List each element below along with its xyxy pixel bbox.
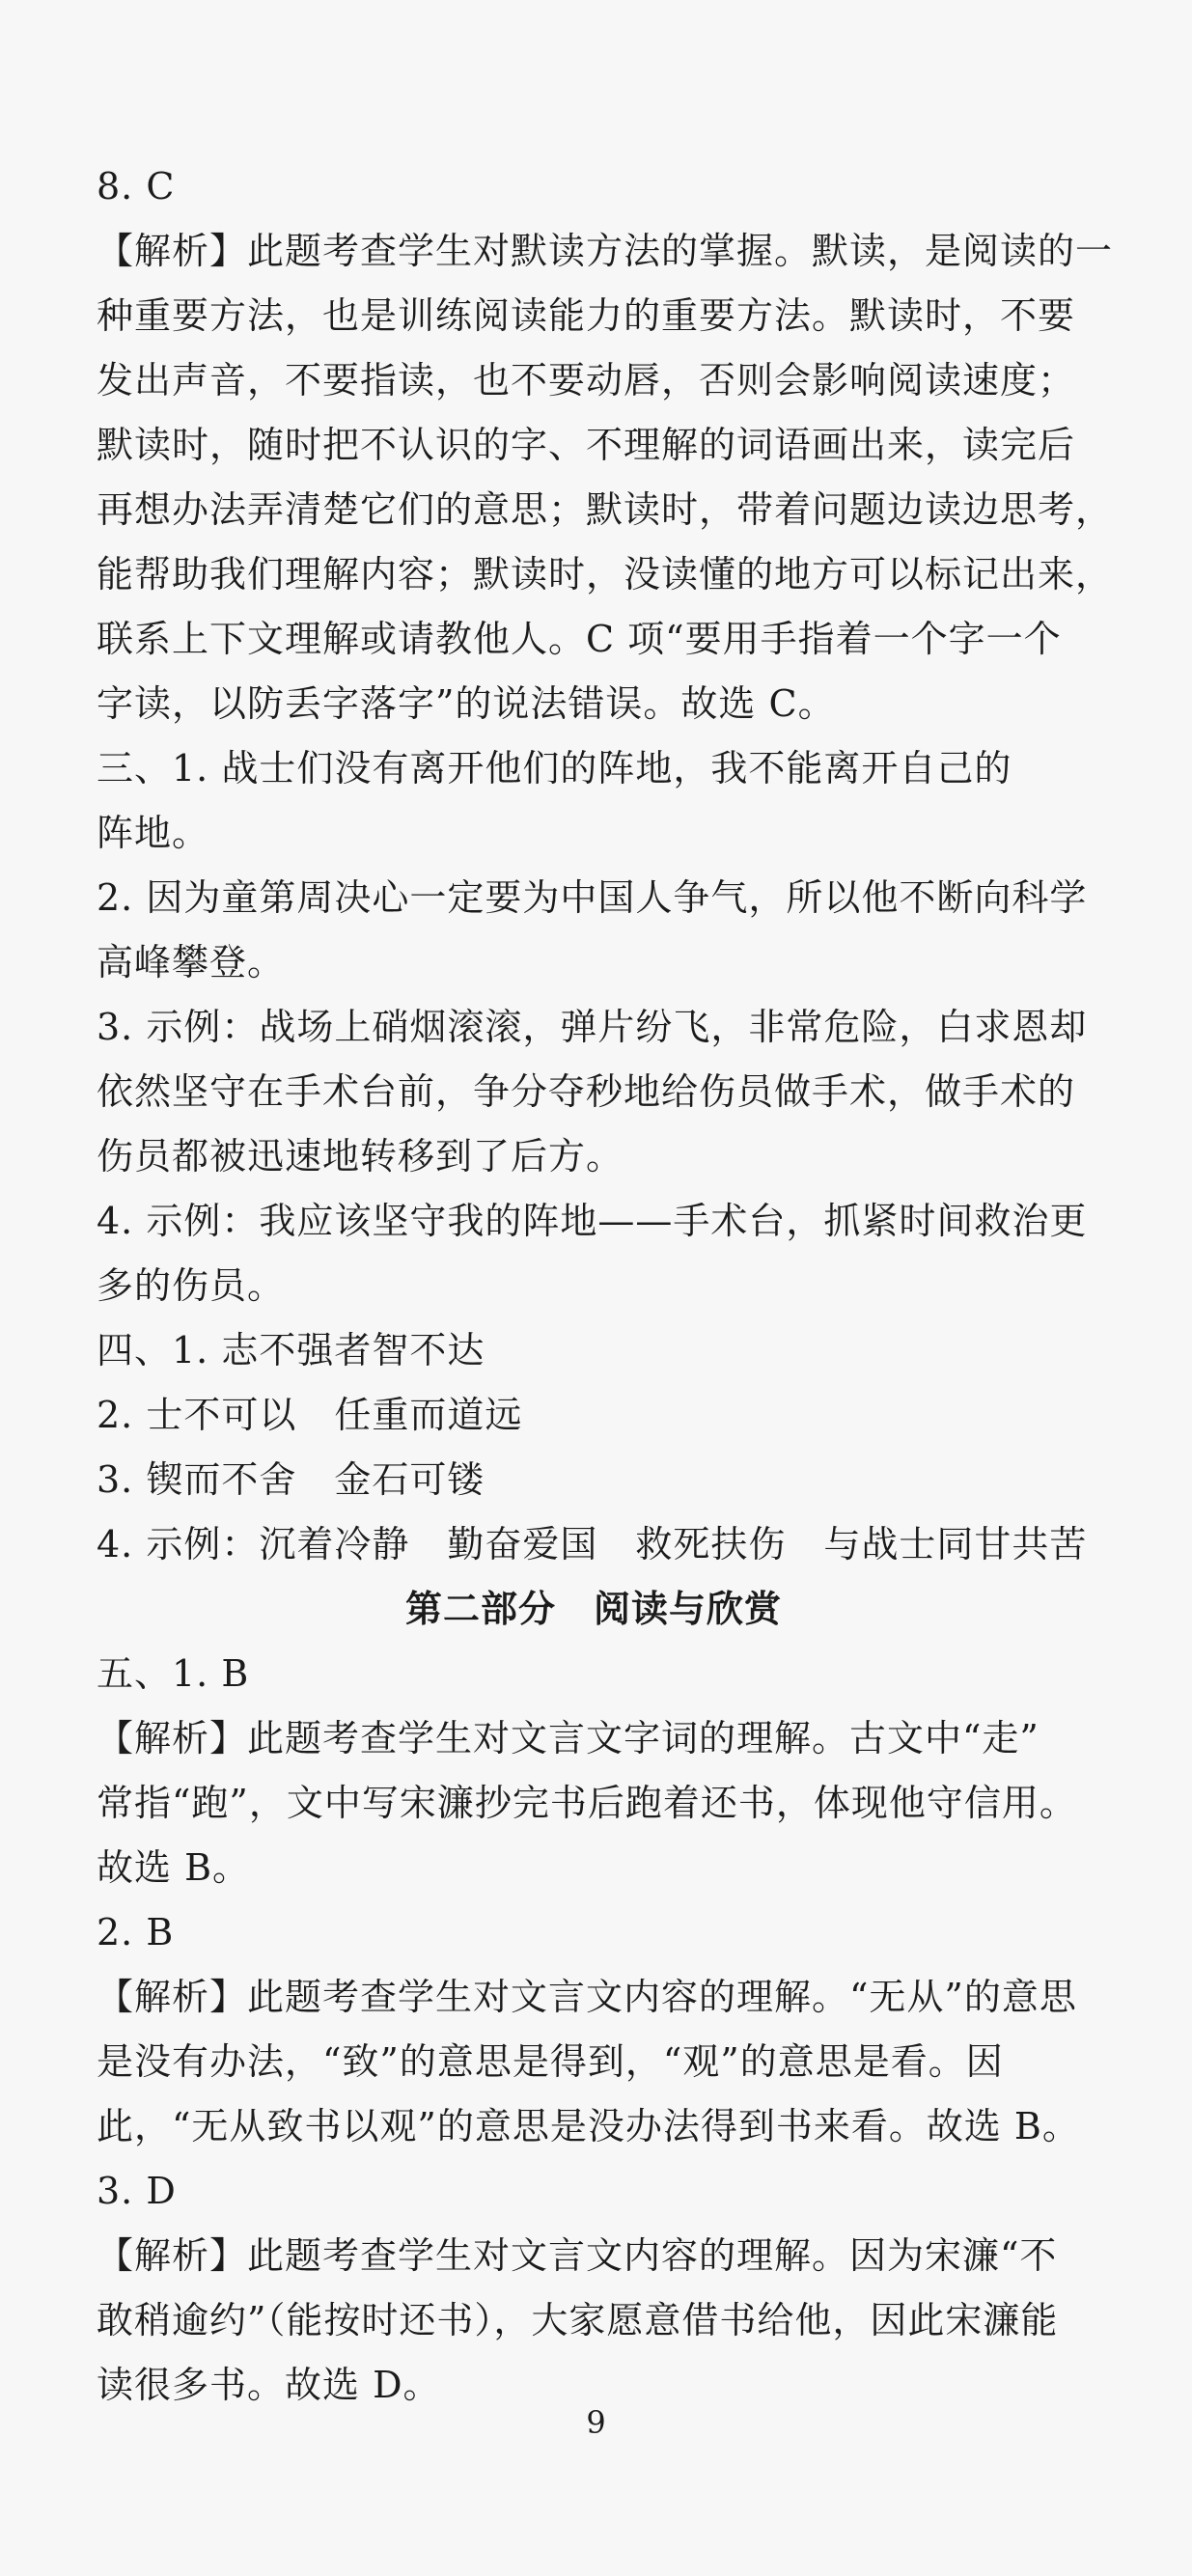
- answer-line: 故选 B。: [97, 1846, 251, 1889]
- answer-line: 再想办法弄清楚它们的意思；默读时，带着问题边读边思考，: [97, 488, 1114, 531]
- answer-line: 读很多书。故选 D。: [97, 2364, 441, 2406]
- answer-line: 依然坚守在手术台前，争分夺秒地给伤员做手术，做手术的: [97, 1070, 1076, 1113]
- section-title: 第二部分 阅读与欣赏: [404, 1588, 782, 1630]
- answer-line: 种重要方法，也是训练阅读能力的重要方法。默读时，不要: [97, 294, 1076, 337]
- answer-line: 发出声音，不要指读，也不要动唇，否则会影响阅读速度；: [97, 359, 1076, 402]
- answer-line: 默读时，随时把不认识的字、不理解的词语画出来，读完后: [97, 424, 1076, 466]
- answer-line: 【解析】此题考查学生对文言文字词的理解。古文中“走”: [97, 1717, 1040, 1759]
- answer-line: 伤员都被迅速地转移到了后方。: [97, 1135, 624, 1177]
- answer-line: 【解析】此题考查学生对默读方法的掌握。默读，是阅读的一: [97, 230, 1114, 272]
- answer-line: 常指“跑”，文中写宋濂抄完书后跑着还书，体现他守信用。: [97, 1782, 1077, 1824]
- answer-line: 【解析】此题考查学生对文言文内容的理解。因为宋濂“不: [97, 2234, 1058, 2277]
- answer-line: 2. 因为童第周决心一定要为中国人争气，所以他不断向科学: [97, 876, 1088, 919]
- answer-line: 4. 示例：沉着冷静 勤奋爱国 救死扶伤 与战士同甘共苦: [97, 1523, 1088, 1565]
- answer-line: 四、1. 志不强者智不达: [97, 1329, 485, 1371]
- answer-line: 高峰攀登。: [97, 941, 286, 983]
- answer-line: 阵地。: [97, 812, 210, 854]
- page-content: [97, 154, 1114, 2418]
- answer-line: 【解析】此题考查学生对文言文内容的理解。“无从”的意思: [97, 1976, 1077, 2018]
- answer-line: 敢稍逾约”（能按时还书），大家愿意借书给他，因此宋濂能: [97, 2299, 1059, 2341]
- answer-line: 3. 示例：战场上硝烟滚滚，弹片纷飞，非常危险，白求恩却: [97, 1006, 1088, 1048]
- answer-line: 3. D: [97, 2170, 177, 2212]
- answer-line: 联系上下文理解或请教他人。C 项“要用手指着一个字一个: [97, 618, 1062, 660]
- answer-line: 3. 锲而不舍 金石可镂: [97, 1458, 485, 1501]
- answer-line: 五、1. B: [97, 1652, 250, 1695]
- answer-line: 2. B: [97, 1911, 175, 1953]
- page-number: 9: [586, 2404, 606, 2441]
- answer-line: 8. C: [97, 165, 176, 208]
- answer-line: 4. 示例：我应该坚守我的阵地——手术台，抓紧时间救治更: [97, 1200, 1088, 1242]
- answer-line: 字读，以防丢字落字”的说法错误。故选 C。: [97, 682, 836, 725]
- answer-line: 此，“无从致书以观”的意思是没办法得到书来看。故选 B。: [97, 2105, 1080, 2147]
- answer-line: 是没有办法，“致”的意思是得到，“观”的意思是看。因: [97, 2040, 1004, 2083]
- answer-line: 多的伤员。: [97, 1264, 286, 1307]
- answer-line: 2. 士不可以 任重而道远: [97, 1394, 523, 1436]
- answer-line: 能帮助我们理解内容；默读时，没读懂的地方可以标记出来，: [97, 553, 1114, 596]
- answer-line: 三、1. 战士们没有离开他们的阵地，我不能离开自己的: [97, 747, 1012, 789]
